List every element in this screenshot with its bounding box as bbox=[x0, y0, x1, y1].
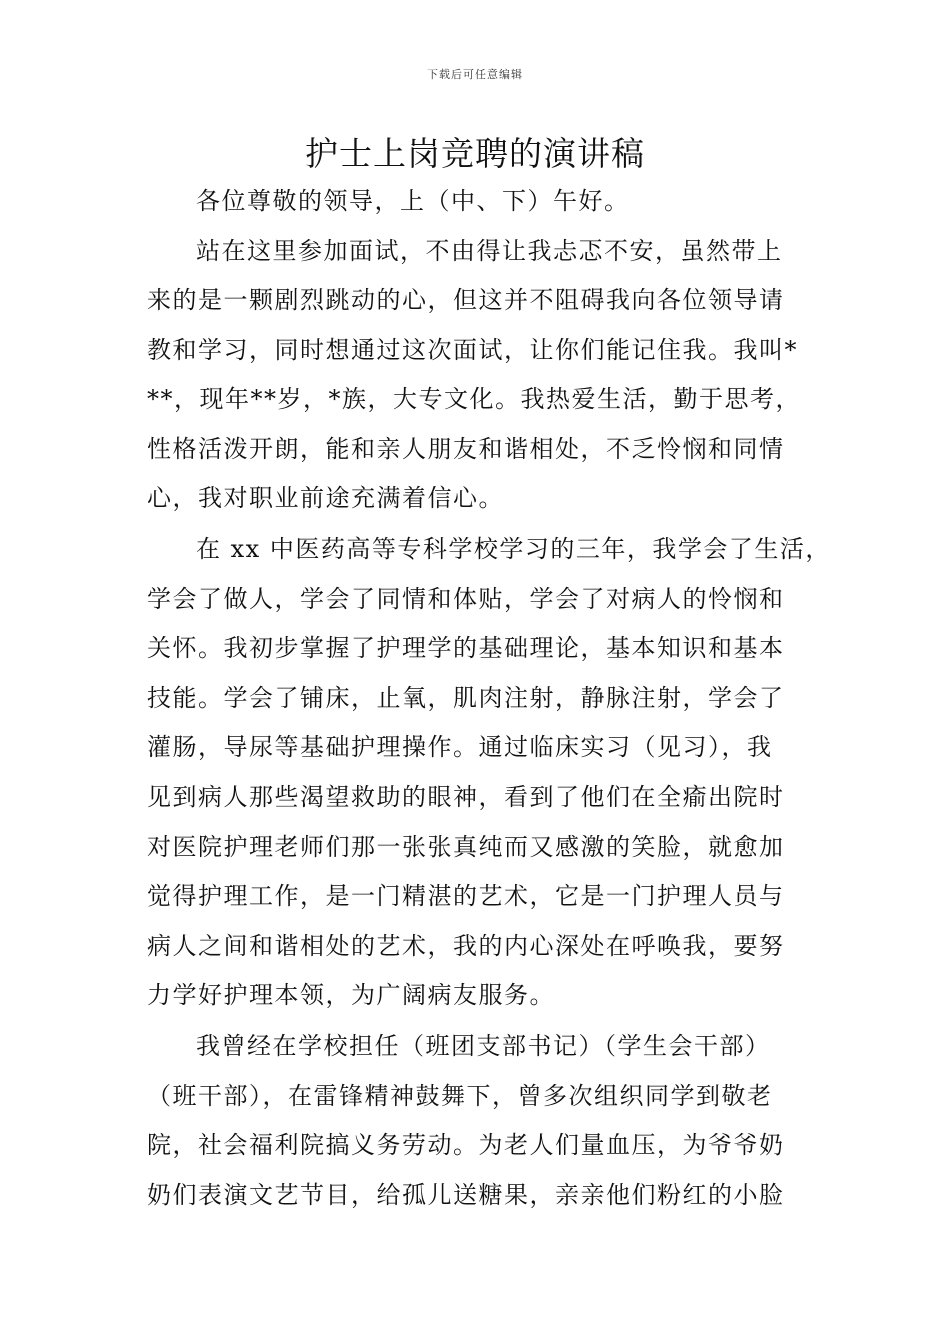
body-line: 力学好护理本领，为广阔病友服务。 bbox=[147, 981, 555, 1009]
body-line: 站在这里参加面试，不由得让我忐忑不安，虽然带上 bbox=[196, 237, 783, 265]
body-line: **，现年**岁，*族，大专文化。我热爱生活，勤于思考， bbox=[147, 385, 801, 413]
body-line: 学会了做人，学会了同情和体贴，学会了对病人的怜悯和 bbox=[147, 585, 785, 613]
body-line: 技能。学会了铺床，止氧，肌肉注射，静脉注射，学会了 bbox=[147, 684, 785, 712]
body-line: 院，社会福利院搞义务劳动。为老人们量血压，为爷爷奶 bbox=[147, 1131, 785, 1159]
body-line: 教和学习，同时想通过这次面试，让你们能记住我。我叫* bbox=[147, 336, 798, 364]
body-line: 关怀。我初步掌握了护理学的基础理论，基本知识和基本 bbox=[147, 634, 785, 662]
body-line: 我曾经在学校担任（班团支部书记）（学生会干部） bbox=[196, 1032, 771, 1060]
body-line: 灌肠，导尿等基础护理操作。通过临床实习（见习），我 bbox=[147, 733, 773, 761]
body-line: 奶们表演文艺节目，给孤儿送糖果，亲亲他们粉红的小脸 bbox=[147, 1181, 785, 1209]
body-line: （班干部），在雷锋精神鼓舞下，曾多次组织同学到敬老 bbox=[147, 1082, 773, 1110]
body-line: 见到病人那些渴望救助的眼神，看到了他们在全瘉出院时 bbox=[147, 783, 785, 811]
body-line-greeting: 各位尊敬的领导，上（中、下）午好。 bbox=[196, 187, 630, 215]
body-line: 觉得护理工作，是一门精湛的艺术，它是一门护理人员与 bbox=[147, 882, 785, 910]
body-line: 性格活泼开朗，能和亲人朋友和谐相处，不乏怜悯和同情 bbox=[147, 435, 785, 463]
body-line: 病人之间和谐相处的艺术，我的内心深处在呼唤我，要努 bbox=[147, 932, 785, 960]
body-line: 来的是一颗剧烈跳动的心，但这并不阻碍我向各位领导请 bbox=[147, 286, 785, 314]
document-title: 护士上岗竞聘的演讲稿 bbox=[305, 134, 645, 173]
body-line: 心，我对职业前途充满着信心。 bbox=[147, 484, 504, 512]
body-line: 对医院护理老师们那一张张真纯而又感激的笑脸，就愈加 bbox=[147, 833, 785, 861]
header-note: 下载后可任意编辑 bbox=[427, 68, 523, 81]
body-line: 在 xx 中医药高等专科学校学习的三年，我学会了生活， bbox=[196, 535, 831, 563]
